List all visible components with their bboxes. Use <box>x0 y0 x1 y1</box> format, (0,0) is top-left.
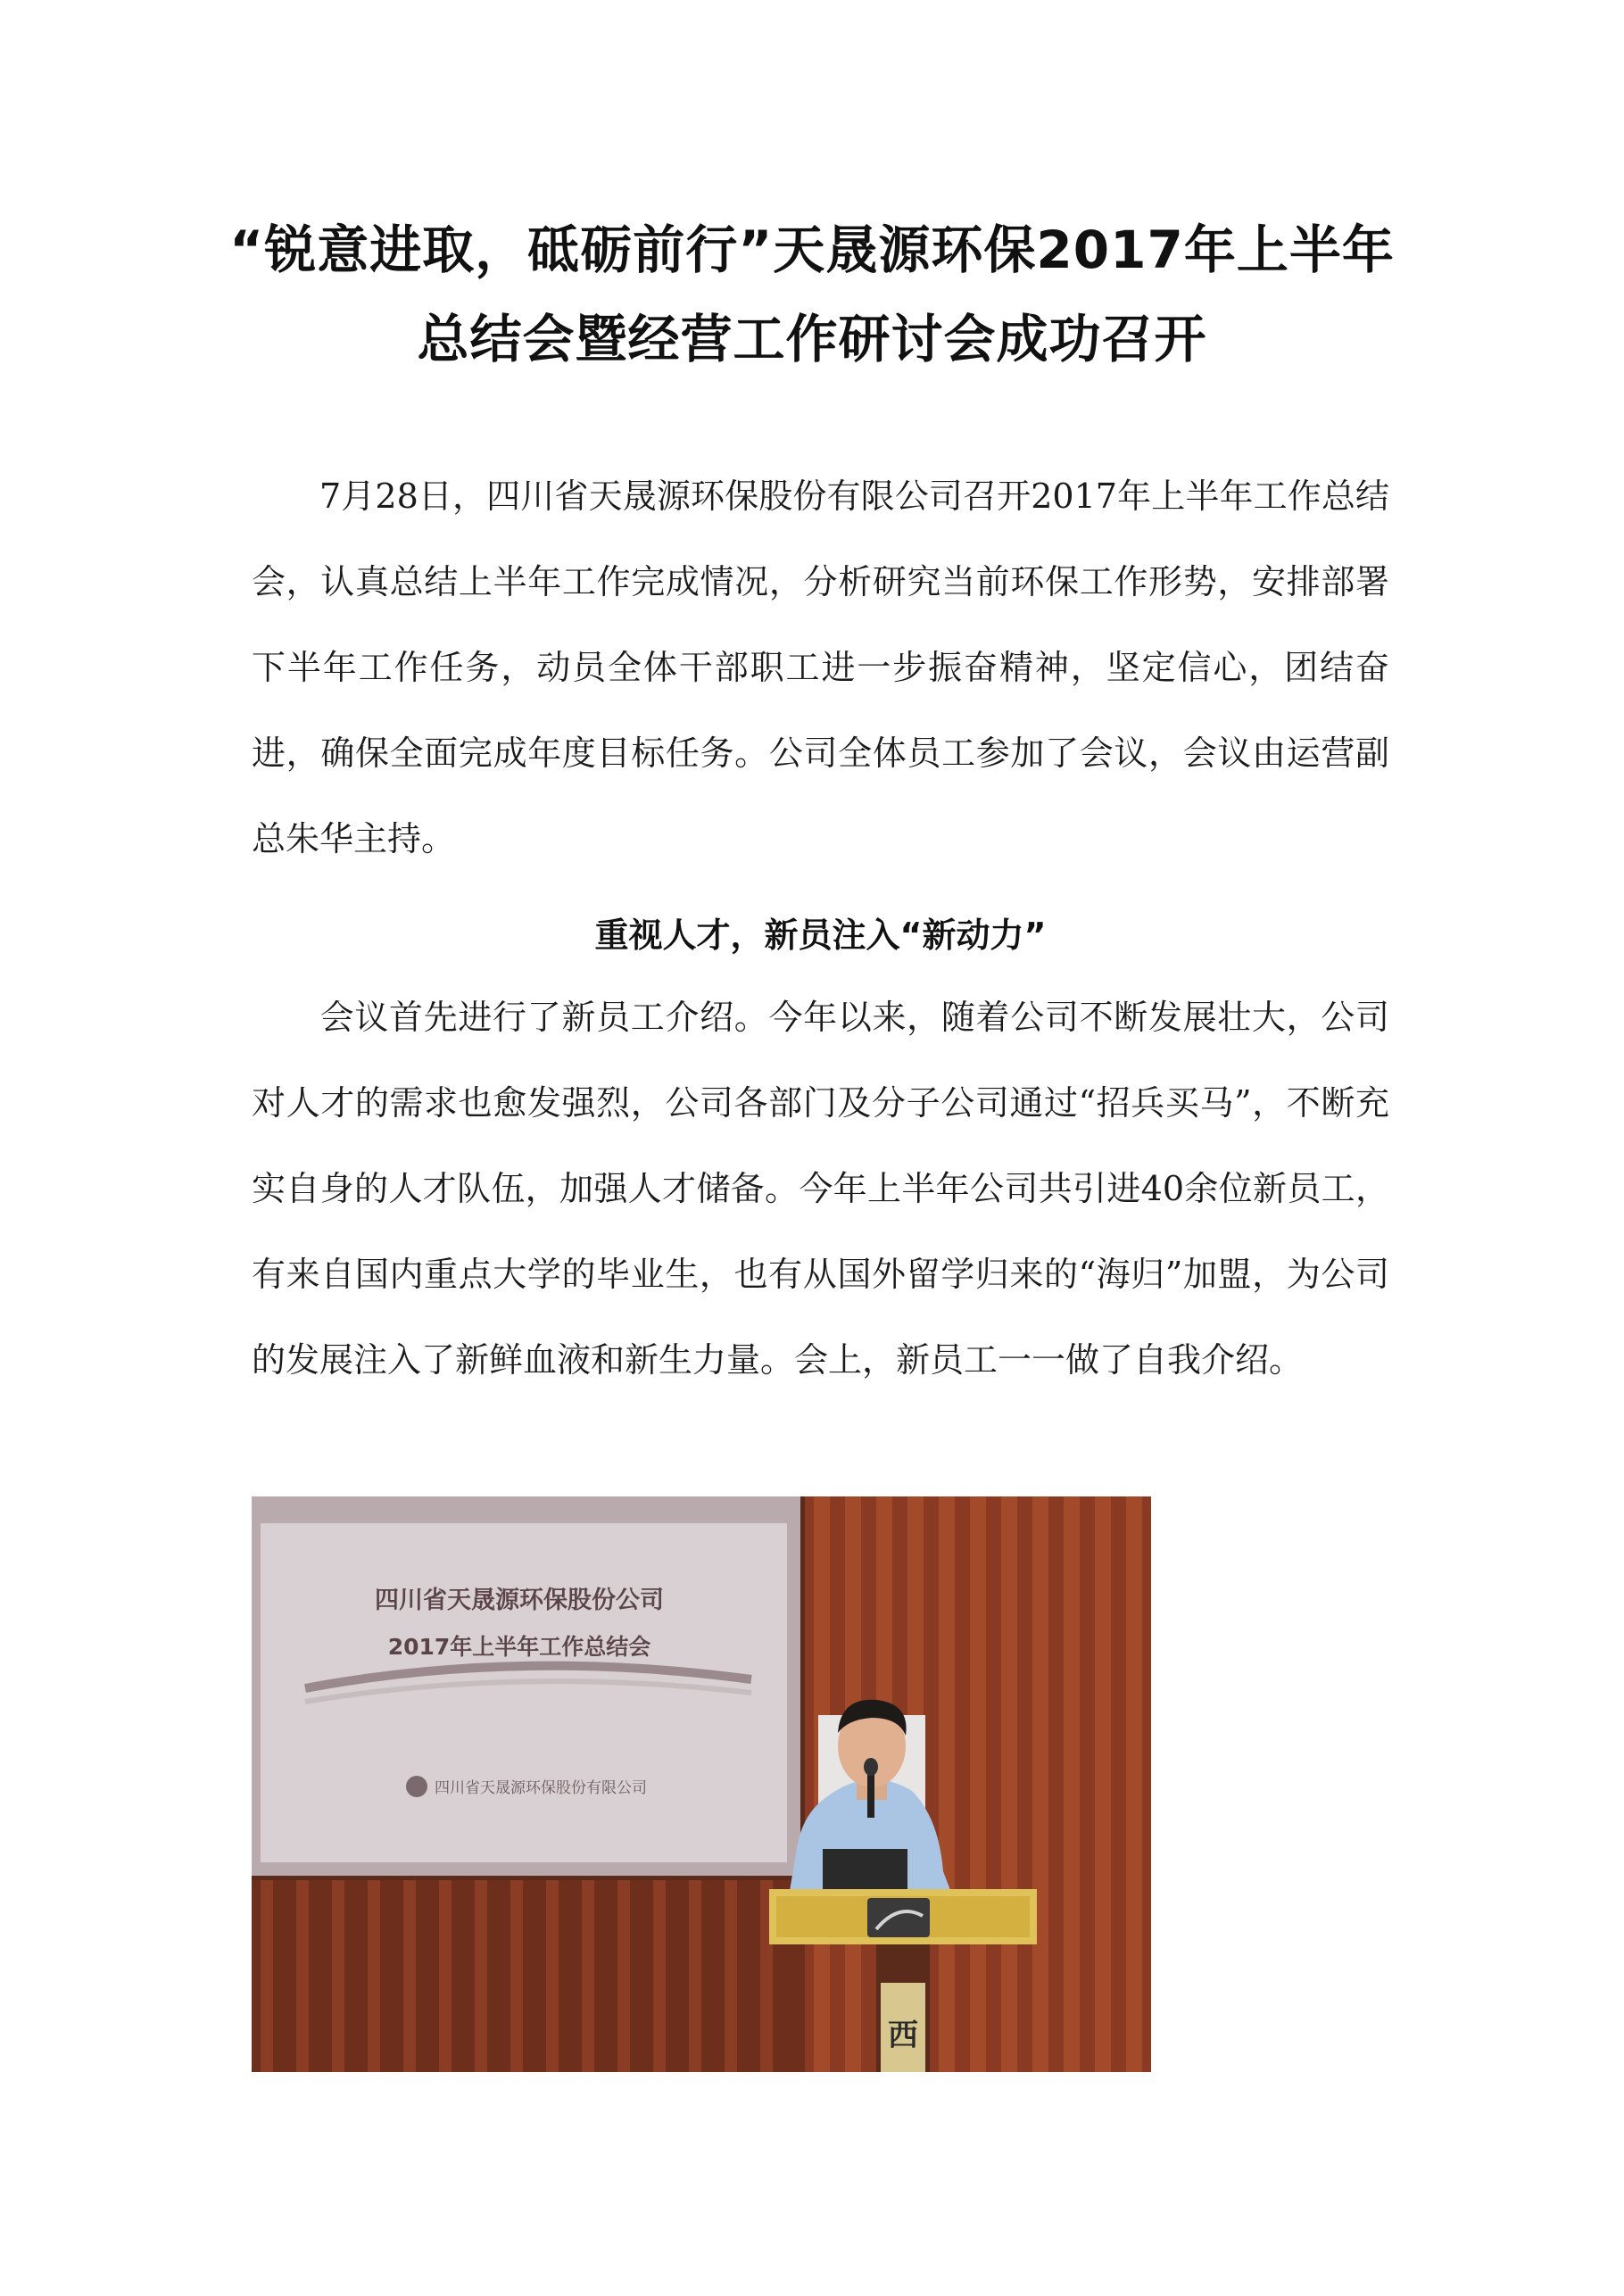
section-heading: 重视人才，新员注入“新动力” <box>594 916 1047 955</box>
projection-screen <box>252 1496 800 1876</box>
screen-title-line1: 四川省天晟源环保股份公司 <box>375 1587 664 1614</box>
microphone-icon <box>867 1769 874 1818</box>
paragraph-new-staff-text: 会议首先进行了新员工介绍。今年以来，随着公司不断发展壮大，公司对人才的需求也愈发强烈，公司各部门及分子公司通过“招兵买马”，不断充实自身的人才队伍，加强人才储备。今年上半年公司共引进40余位新员工，有来自国内重点大学的毕业生，也有从国外留学归来的“海归”加盟，为公司的发展注入了新鲜血液和新生力量。会上，新员工一一做了自我介绍。 <box>252 998 1389 1380</box>
paragraph-intro <box>252 453 1389 882</box>
screen-title-line2: 2017年上半年工作总结会 <box>387 1634 651 1660</box>
company-logo-icon <box>406 1776 427 1797</box>
paragraph-intro-text: 7月28日，四川省天晟源环保股份有限公司召开2017年上半年工作总结会，认真总结上半年工作完成情况，分析研究当前环保工作形势，安排部署下半年工作任务，动员全体干部职工进一步振奋精神，坚定信心，团结奋进，确保全面完成年度目标任务。公司全体员工参加了会议，会议由运营副总朱华主持。 <box>252 477 1389 858</box>
meeting-photo <box>252 1496 1151 2072</box>
article-title: “锐意进取，砥砺前行”天晟源环保2017年上半年总结会暨经营工作研讨会成功召开 <box>229 220 1395 369</box>
podium-sign: 西 <box>888 2018 918 2053</box>
meeting-photo-drawing <box>252 1496 1151 2072</box>
lower-wall <box>252 1880 805 2072</box>
paragraph-new-staff <box>252 974 1389 1403</box>
screen-footer: 四川省天晟源环保股份有限公司 <box>435 1779 647 1797</box>
